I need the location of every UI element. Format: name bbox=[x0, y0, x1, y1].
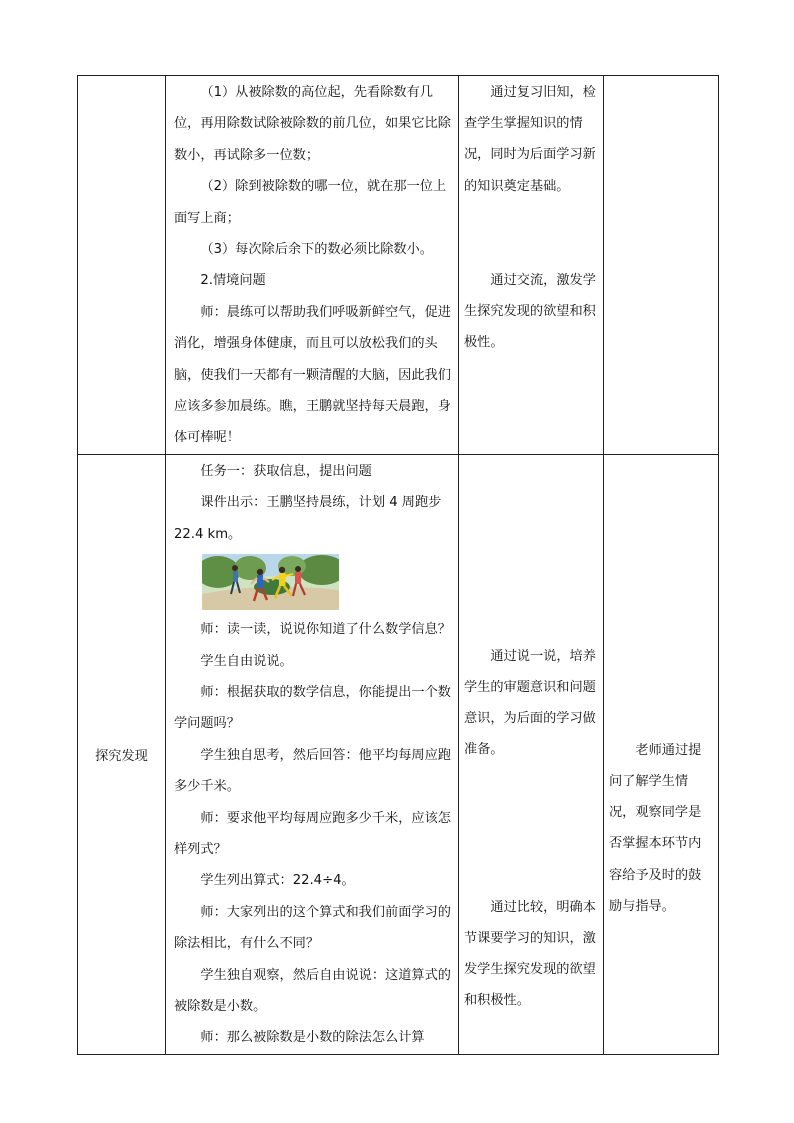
table-row bbox=[78, 76, 719, 455]
intent-paragraph: 通过复习旧知，检查学生掌握知识的情况，同时为后面学习新的知识奠定基础。 bbox=[464, 85, 596, 194]
stage-cell: 探究发现 bbox=[78, 454, 166, 1054]
content-paragraph: 师：大家列出的这个算式和我们前面学习的除法相比，有什么不同？ bbox=[174, 904, 451, 952]
assessment-cell bbox=[604, 454, 719, 1054]
content-paragraph: 学生独自观察，然后自由说说：这道算式的被除数是小数。 bbox=[174, 967, 451, 1014]
content-paragraph: 师：晨练可以帮助我们呼吸新鲜空气，促进消化，增强身体健康，而且可以放松我们的头脑，使我们一天都有一颗清醒的大脑，因此我们应该多参加晨练。瞧，王鹏就坚持每天晨跑，身体可棒呢！ bbox=[174, 304, 451, 446]
content-paragraph: 2.情境问题 bbox=[200, 273, 266, 289]
content-paragraph: （3）每次除后余下的数必须比除数小。 bbox=[200, 242, 433, 258]
content-paragraph: 师：要求他平均每周应跑多少千米，应该怎样列式？ bbox=[174, 810, 451, 857]
content-paragraph: 学生自由说说。 bbox=[200, 653, 293, 669]
intent-cell bbox=[459, 76, 604, 455]
intent-cell bbox=[459, 454, 604, 1054]
content-paragraph: （1）从被除数的高位起，先看除数有几位，再用除数试除被除数的前几位，如果它比除数小，再试除多一位数； bbox=[174, 85, 451, 163]
content-paragraph: （2）除到被除数的哪一位，就在那一位上面写上商； bbox=[174, 179, 447, 226]
stage-cell bbox=[78, 76, 166, 455]
table-row bbox=[78, 454, 719, 1054]
content-cell bbox=[166, 76, 459, 455]
lesson-plan-table bbox=[77, 75, 719, 1055]
running-people-image bbox=[202, 554, 339, 610]
intent-paragraph: 通过比较，明确本节课要学习的知识，激发学生探究发现的欲望和积极性。 bbox=[464, 899, 596, 1009]
assessment-cell bbox=[604, 76, 719, 455]
content-paragraph: 师：根据获取的数学信息，你能提出一个数学问题吗？ bbox=[174, 684, 451, 732]
content-paragraph: 学生列出算式：22.4÷4。 bbox=[200, 873, 355, 889]
intent-paragraph: 通过说一说，培养学生的审题意识和问题意识，为后面的学习做准备。 bbox=[464, 648, 596, 758]
content-paragraph: 课件出示：王鹏坚持晨练，计划 4 周跑步 22.4 km。 bbox=[174, 495, 442, 542]
morning-run-illustration bbox=[202, 554, 339, 610]
content-paragraph: 师：那么被除数是小数的除法怎么计算 bbox=[200, 1030, 425, 1046]
content-cell bbox=[166, 454, 459, 1054]
assessment-paragraph: 老师通过提问了解学生情况，观察同学是否掌握本环节内容给予及时的鼓励与指导。 bbox=[609, 742, 702, 914]
intent-paragraph: 通过交流，激发学生探究发现的欲望和积极性。 bbox=[464, 272, 596, 351]
content-paragraph: 任务一：获取信息，提出问题 bbox=[200, 463, 372, 479]
content-paragraph: 学生独自思考，然后回答：他平均每周应跑多少千米。 bbox=[174, 747, 451, 795]
content-paragraph: 师：读一读，说说你知道了什么数学信息？ bbox=[200, 622, 451, 638]
